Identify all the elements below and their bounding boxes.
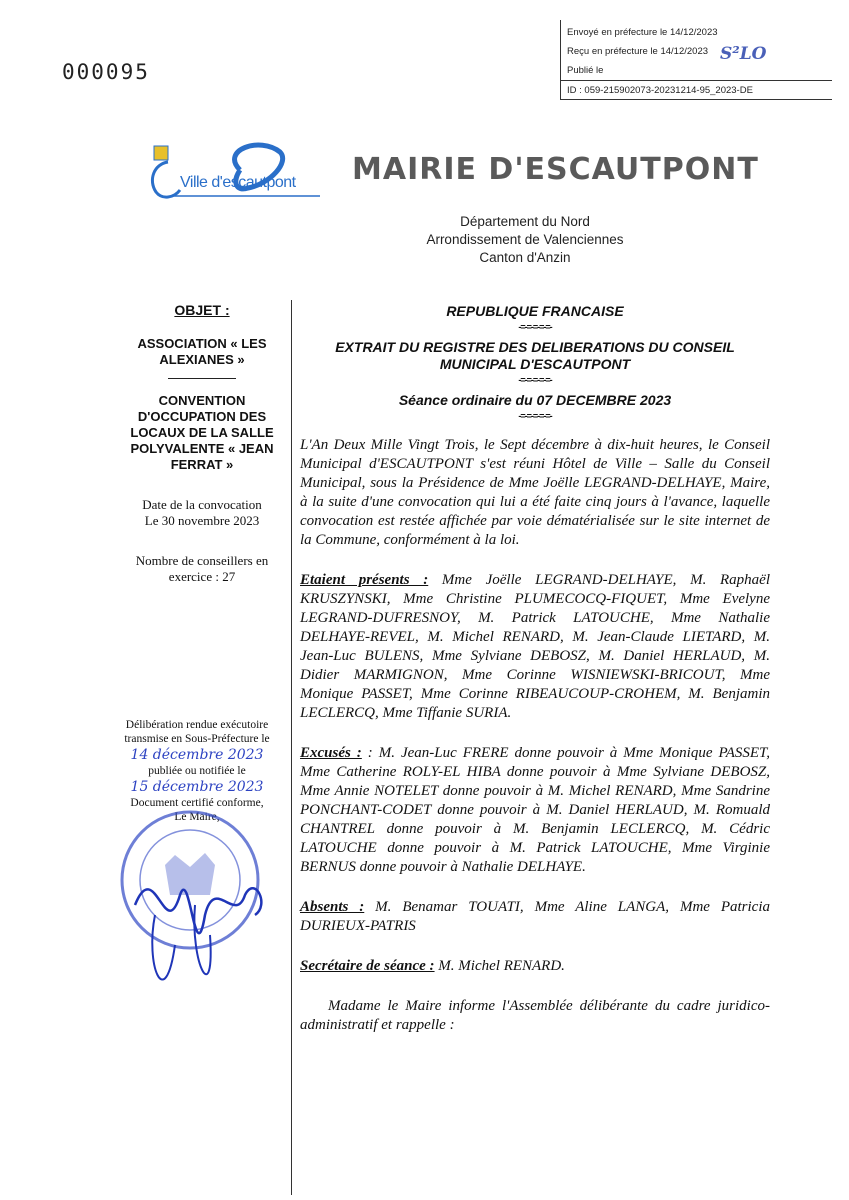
exec-publication: publiée ou notifiée le — [148, 765, 246, 777]
excuses-list: : M. Jean-Luc FRERE donne pouvoir à Mme Monique PASSET, Mme Catherine ROLY-EL HIBA donne pouvoir à Mme Sylviane DEBOSZ, Mme Annie NOTELET donne pouvoir à M. Michel RENARD, Mme Sandrine PONCHANT-CODET donne pouvoir à M. Daniel HERLAUD, M. Romuald CHANTREL donne pouvoir à M. Benjamin LECLERCQ, M. Cédric LATOUCHE donne pouvoir à M. Patrick LATOUCHE, Mme Virginie BERNUS donne pouvoir à Nathalie DELHAYE. — [300, 745, 770, 875]
secretaire-name: M. Michel RENARD. — [434, 958, 565, 974]
closing-paragraph: Madame le Maire informe l'Assemblée délibérante du cadre juridico-administratif et rappelle : — [300, 998, 770, 1033]
dept-line: Arrondissement de Valenciennes — [426, 232, 624, 247]
intro-paragraph: L'An Deux Mille Vingt Trois, le Sept décembre à dix-huit heures, le Conseil Municipal d'ESCAUTPONT s'est réuni Hôtel de Ville – Salle du Conseil Municipal, sous la Présidence de Mme Joëlle LEGRAND-DELHAYE, Maire, à la suite d'une convocation qui lui a été faite cinq jours à l'avance, laquelle convocation est restée affichée par voie dématérialisée sur le site internet de la Commune, conformément à la loi. — [300, 437, 770, 548]
excuses-paragraph — [300, 744, 770, 877]
exec-handwritten-date-2: 15 décembre 2023 — [130, 779, 264, 795]
conseillers-info — [118, 553, 286, 585]
left-column — [118, 302, 286, 585]
dept-line: Département du Nord — [460, 214, 590, 229]
stamp-recu: Reçu en préfecture le 14/12/2023 — [567, 46, 709, 57]
exec-handwritten-date-1: 14 décembre 2023 — [130, 747, 264, 763]
document-number: 000095 — [62, 60, 150, 84]
exec-mayor: Le Maire, — [174, 811, 220, 823]
presents-label: Etaient présents : — [300, 572, 429, 588]
conseillers-value: exercice : 27 — [168, 569, 236, 584]
page-title: MAIRIE D'ESCAUTPONT — [352, 152, 759, 187]
conseillers-label: Nombre de conseillers en — [135, 553, 269, 568]
objet-divider — [168, 378, 236, 379]
decorative-separator: -=-=-=-=-=- — [518, 411, 552, 421]
convocation-date: Le 30 novembre 2023 — [144, 513, 260, 528]
stamp-envoye: Envoyé en préfecture le 14/12/2023 — [567, 27, 718, 38]
exec-certified: Document certifié conforme, — [130, 797, 264, 809]
slo-signature-mark: S²LO — [720, 44, 767, 64]
presents-paragraph — [300, 571, 770, 723]
absents-paragraph — [300, 898, 770, 936]
convocation-info — [118, 497, 286, 529]
extrait-heading: EXTRAIT DU REGISTRE DES DELIBERATIONS DU CONSEIL MUNICIPAL D'ESCAUTPONT — [335, 339, 735, 372]
objet-association: ASSOCIATION « LES ALEXIANES » — [137, 336, 267, 367]
logo-text: Ville d'escautpont — [180, 174, 296, 191]
objet-convention: CONVENTION D'OCCUPATION DES LOCAUX DE LA SALLE POLYVALENTE « JEAN FERRAT » — [130, 393, 274, 472]
stamp-id: ID : 059-215902073-20231214-95_2023-DE — [561, 80, 832, 100]
mayor-seal-signature — [95, 795, 295, 1025]
stamp-publie: Publié le — [567, 65, 604, 76]
absents-label: Absents : — [300, 899, 365, 915]
decorative-separator: -=-=-=-=-=- — [518, 375, 552, 385]
department-info — [400, 213, 650, 267]
town-logo — [140, 140, 325, 212]
absents-list: M. Benamar TOUATI, Mme Aline LANGA, Mme Patricia DURIEUX-PATRIS — [300, 899, 771, 934]
exec-transmission: Délibération rendue exécutoire transmise en Sous-Préfecture le — [124, 719, 270, 745]
republique-heading: REPUBLIQUE FRANCAISE — [446, 303, 624, 319]
right-column — [300, 303, 770, 1056]
objet-label: OBJET : — [174, 302, 230, 318]
secretaire-paragraph — [300, 957, 770, 976]
seance-heading: Séance ordinaire du 07 DECEMBRE 2023 — [398, 392, 672, 408]
column-divider — [291, 300, 292, 1195]
dept-line: Canton d'Anzin — [479, 250, 571, 265]
decorative-separator: -=-=-=-=-=- — [518, 322, 552, 332]
convocation-label: Date de la convocation — [142, 497, 262, 512]
secretaire-label: Secrétaire de séance : — [300, 958, 435, 974]
prefecture-stamp — [560, 20, 832, 100]
presents-list: Mme Joëlle LEGRAND-DELHAYE, M. Raphaël KRUSZYNSKI, Mme Christine PLUMECOCQ-FIQUET, Mme Evelyne LEGRAND-DUFRESNOY, M. Patrick LATOUCHE, Mme Nathalie DELHAYE-REVEL, M. Michel RENARD, M. Jean-Claude LIETARD, M. Jean-Luc BULENS, Mme Sylviane DEBOSZ, M. Daniel HERLAUD, M. Didier MARMIGNON, Mme Corinne WISNIEWSKI-BRICOUT, Mme Monique PASSET, Mme Corinne RIBEAUCOUP-CROHEM, M. Benjamin LECLERCQ, Mme Tiffanie SURIA. — [300, 572, 770, 721]
excuses-label: Excusés : — [300, 745, 362, 761]
